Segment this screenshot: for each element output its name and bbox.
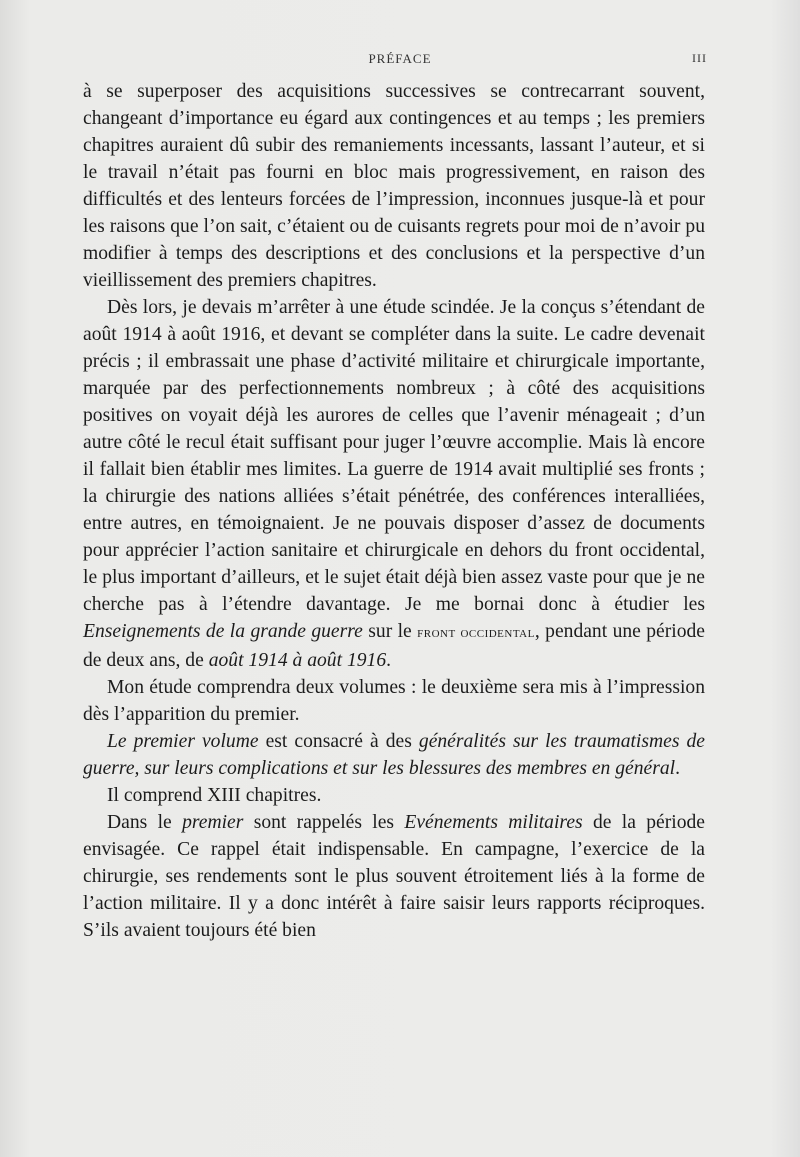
book-title-emphasis: Enseignements de la grande guerre <box>83 621 363 642</box>
paragraph-4-text-2: . <box>675 758 680 779</box>
paragraph-1 <box>83 78 705 294</box>
paragraph-5 <box>83 782 705 809</box>
military-events-emphasis: Evénements militaires <box>404 812 583 833</box>
paragraph-5-text: Il comprend XIII chapitres. <box>107 785 322 806</box>
paragraph-6-text-2: sont rappelés les <box>253 812 395 833</box>
paragraph-3 <box>83 674 705 728</box>
paragraph-2 <box>83 294 705 674</box>
paragraph-6-text-1: Dans le <box>107 812 172 833</box>
paragraph-2-text-1: Dès lors, je devais m’arrêter à une étude scindée. Je la conçus s’étendant de août 1914 à août 1916, et devant se compléter dans la suite. Le cadre devenait précis ; il embrassait une phase d’activité militaire et chirurgicale importante, marquée par des perfectionnements nombreux ; à côté des acquisitions positives on voyait déjà les aurores de celles que l’avenir ménageait ; d’un autre côté le recul était suffisant pour juger l’œuvre accomplie. Mais là encore il fallait bien établir mes limites. La guerre de 1914 avait multiplié ses fronts ; la chirurgie des nations alliées s’était pénétrée, des conférences interalliées, entre autres, en témoignaient. Je ne pouvais disposer d’assez de documents pour apprécier l’action sanitaire et chirurgicale en dehors du front occidental, le plus important d’ailleurs, et le sujet était déjà bien assez vaste pour que je ne cherche pas à l’étendre davantage. Je me bornai donc à étudier les <box>83 297 705 615</box>
paragraph-4-text-1: est consacré à des <box>265 731 412 752</box>
body-text <box>83 78 705 944</box>
paragraph-6 <box>83 809 705 944</box>
generalities-emphasis: généralités sur les traumatismes de guerre, sur leurs complications et sur les blessures des membres en général <box>83 731 706 779</box>
paragraph-1-text: à se superposer des acquisitions successives se contrecarrant souvent, changeant d’importance eu égard aux contingences et au temps ; les premiers chapitres auraient dû subir des remaniements incessants, lassant l’auteur, et si le travail n’était pas fourni en bloc mais progressivement, en raison des difficultés et des lenteurs forcées de l’impression, inconnues jusque-là et pour les raisons que l’on sait, c’étaient ou de cuisants regrets pour moi de n’avoir pu modifier à temps des descriptions et des conclusions et la perspective d’un vieillissement des premiers chapitres. <box>83 81 705 291</box>
front-occidental-smallcaps: front occidental <box>417 625 535 641</box>
paragraph-2-text-3: , pendant une période de deux ans, de <box>83 621 705 671</box>
page-number: III <box>692 51 707 65</box>
date-range-emphasis: août 1914 à août 1916 <box>208 650 387 671</box>
paragraph-6-text-3: de la période envisagée. Ce rappel était indispensable. En campagne, l’exercice de la chirurgie, ses rendements sont le plus souvent étroitement liés à la forme de l’action militaire. Il y a donc intérêt à faire saisir leurs rapports réciproques. S’ils avaient toujours été bien <box>83 812 706 941</box>
running-title: PRÉFACE <box>368 51 432 66</box>
paragraph-3-text: Mon étude comprendra deux volumes : le deuxième sera mis à l’impression dès l’apparition du premier. <box>83 677 705 725</box>
paragraph-4 <box>83 728 705 782</box>
page-header <box>0 51 800 71</box>
paragraph-2-text-4: . <box>386 650 392 671</box>
first-volume-emphasis: Le premier volume <box>107 731 259 752</box>
paragraph-2-text-2: sur le <box>368 621 412 642</box>
premier-emphasis: premier <box>182 812 244 833</box>
